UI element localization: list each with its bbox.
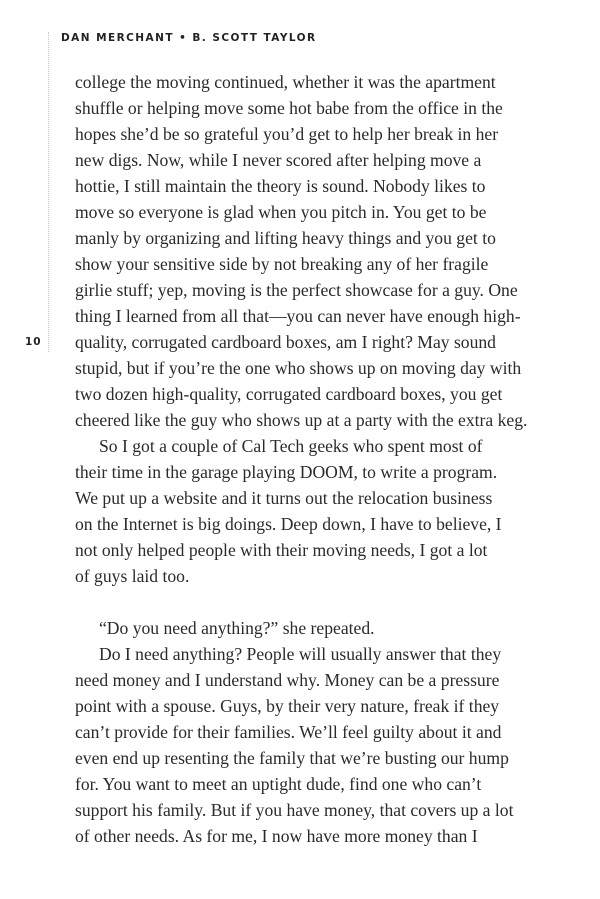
text-line: So I got a couple of Cal Tech geeks who spent most of	[99, 436, 483, 456]
text-line: new digs. Now, while I never scored after helping move a	[75, 150, 482, 170]
text-line: quality, corrugated cardboard boxes, am I right? May sound	[75, 332, 496, 352]
text-line: show your sensitive side by not breaking any of her fragile	[75, 254, 489, 274]
text-line: “Do you need anything?” she repeated.	[99, 618, 375, 638]
text-line: two dozen high-quality, corrugated cardboard boxes, you get	[75, 384, 503, 404]
text-line: even end up resenting the family that we’re busting our hump	[75, 748, 509, 768]
text-line: girlie stuff; yep, moving is the perfect showcase for a guy. One	[75, 280, 518, 300]
text-line: move so everyone is glad when you pitch in. You get to be	[75, 202, 487, 222]
text-line: of guys laid too.	[75, 566, 190, 586]
page-number: 10	[25, 336, 42, 348]
text-line: college the moving continued, whether it was the apartment	[75, 72, 496, 92]
margin-dotted-rule	[48, 32, 49, 352]
text-line: hottie, I still maintain the theory is sound. Nobody likes to	[75, 176, 486, 196]
text-line: shuffle or helping move some hot babe from the office in the	[75, 98, 503, 118]
text-line: not only helped people with their moving needs, I got a lot	[75, 540, 488, 560]
running-head: DAN MERCHANT • B. SCOTT TAYLOR	[61, 32, 317, 44]
text-line: for. You want to meet an uptight dude, find one who can’t	[75, 774, 482, 794]
text-line: cheered like the guy who shows up at a party with the extra keg.	[75, 410, 528, 430]
text-line: need money and I understand why. Money can be a pressure	[75, 670, 500, 690]
text-line: Do I need anything? People will usually answer that they	[99, 644, 502, 664]
text-line: manly by organizing and lifting heavy things and you get to	[75, 228, 496, 248]
text-line: thing I learned from all that—you can never have enough high-	[75, 306, 521, 326]
text-line: stupid, but if you’re the one who shows up on moving day with	[75, 358, 522, 378]
body-text	[75, 69, 528, 849]
text-line: support his family. But if you have money, that covers up a lot	[75, 800, 514, 820]
text-line: point with a spouse. Guys, by their very nature, freak if they	[75, 696, 500, 716]
text-line: their time in the garage playing DOOM, to write a program.	[75, 462, 498, 482]
paragraph-break	[75, 589, 505, 615]
text-line: on the Internet is big doings. Deep down, I have to believe, I	[75, 514, 502, 534]
text-line: of other needs. As for me, I now have more money than I	[75, 826, 478, 846]
text-line: hopes she’d be so grateful you’d get to help her break in her	[75, 124, 499, 144]
text-line: We put up a website and it turns out the relocation business	[75, 488, 493, 508]
text-line: can’t provide for their families. We’ll feel guilty about it and	[75, 722, 502, 742]
